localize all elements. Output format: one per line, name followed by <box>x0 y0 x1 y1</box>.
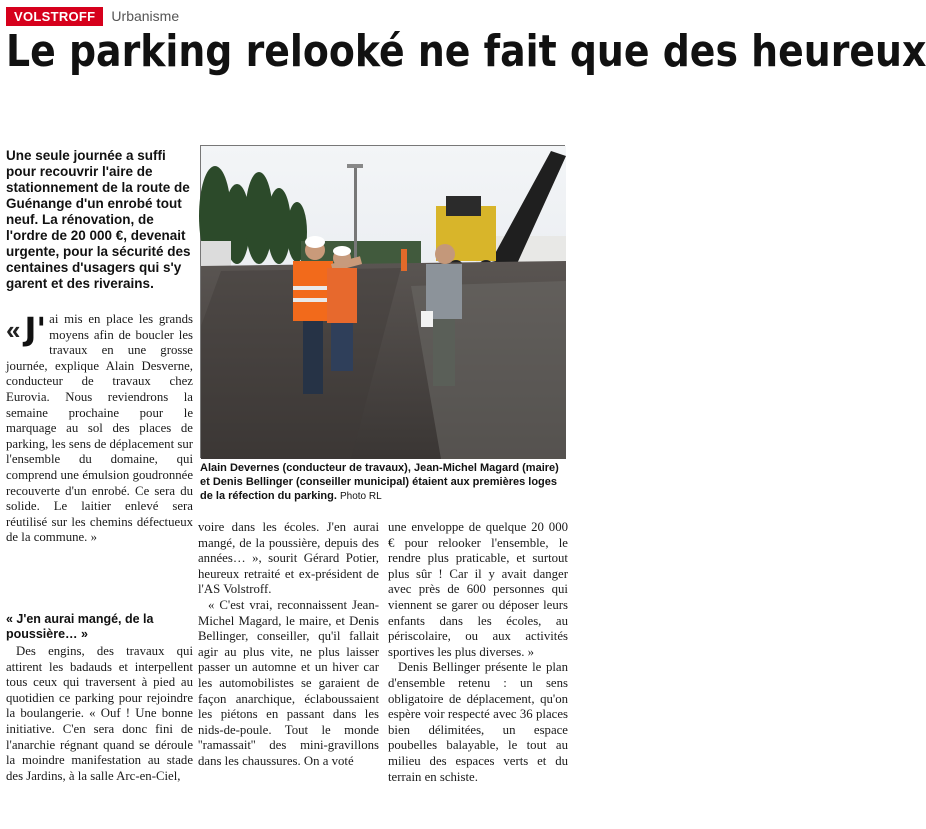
photo-caption <box>200 461 568 504</box>
paragraph-4: « C'est vrai, reconnaissent Jean-Michel Magard, le maire, et Denis Bellinger, conseiller, qu'il fallait agir au plus vite, ne plus laisser passer un automne et un hiver car les automobilistes se garaient de façon anarchique, éclaboussaient les piétons en passant dans les nids-de-poule. Tout le monde ''ramassait'' des mini-gravillons dans les chaussures. On a voté <box>198 597 379 768</box>
section-label: Urbanisme <box>111 8 180 24</box>
parking-works-photo <box>201 146 566 459</box>
article-title: Le parking relooké ne fait que des heureux <box>6 26 926 77</box>
paragraph-5: une enveloppe de quelque 20 000 € pour relooker l'ensemble, le rendre plus praticable, et surtout plus sûr ! Car il y avait danger avec près de 600 personnes qui viennent se garer ou déposer leurs enfants dans les écoles, au périscolaire, ou aux activités sportives les plus diverses. » <box>388 520 568 659</box>
opening-quote-mark: « <box>6 315 21 345</box>
photo-caption-text: Alain Devernes (conducteur de travaux), Jean-Michel Magard (maire) et Denis Bellinger (conseiller municipal) étaient aux premières loges de la réfection du parking. <box>200 462 559 502</box>
photo-credit: Photo RL <box>339 491 382 502</box>
paragraph-1: ai mis en place les grands moyens afin de boucler les travaux en une grosse journée, explique Alain Desverne, conducteur de travaux chez Eurovia. Nous reviendrons la semaine prochaine pour le marquage au sol des places de parking, les sens de déplacement sur l'ensemble du domaine, qui comprend une émulsion goudronnée recouverte d'un enrobé. Ce sera du solide. Le laitier enlevé sera réutilisé sur les chemins défectueux de la commune. » <box>6 312 193 545</box>
drop-cap: J' <box>24 310 47 348</box>
article-column-1-body <box>6 644 193 784</box>
article-lede: Une seule journée a suffi pour recouvrir l'aire de stationnement de la route de Guénange d'un enrobé tout neuf. La rénovation, de l'ordre de 20 000 €, devenait urgente, pour la sécurité des centaines d'usagers qui s'y garent et des riverains. <box>6 148 191 291</box>
location-badge: VOLSTROFF <box>6 7 103 26</box>
paragraph-6: Denis Bellinger présente le plan d'ensemble retenu : un sens obligatoire de déplacement, qu'on espère voir respecté avec 36 places bien délimitées, un espace poubelles balayable, le tout au milieu des espaces verts et du terrain en schiste. <box>388 660 568 784</box>
subheading: « J'en aurai mangé, de la poussière… » <box>6 612 154 641</box>
paragraph-3: voire dans les écoles. J'en aurai mangé, de la poussière, depuis des années… », sourit Gérard Potier, heureux retraité et ex-président de l'AS Volstroff. <box>198 520 379 597</box>
article-column-2 <box>198 520 379 770</box>
paragraph-2: Des engins, des travaux qui attirent les badauds et interpellent tous ceux qui traversent à pied au quotidien ce parking pour rejoindre la boulangerie. « Ouf ! Une bonne initiative. C'en sera donc fini de l'anarchie régnant quand se déroule la moindre manifestation au stade des Jardins, à la salle Arc-en-Ciel, <box>6 644 193 783</box>
article-column-1-intro <box>6 312 193 546</box>
article-photo <box>200 145 565 458</box>
article-column-3 <box>388 520 568 785</box>
header <box>6 6 179 26</box>
